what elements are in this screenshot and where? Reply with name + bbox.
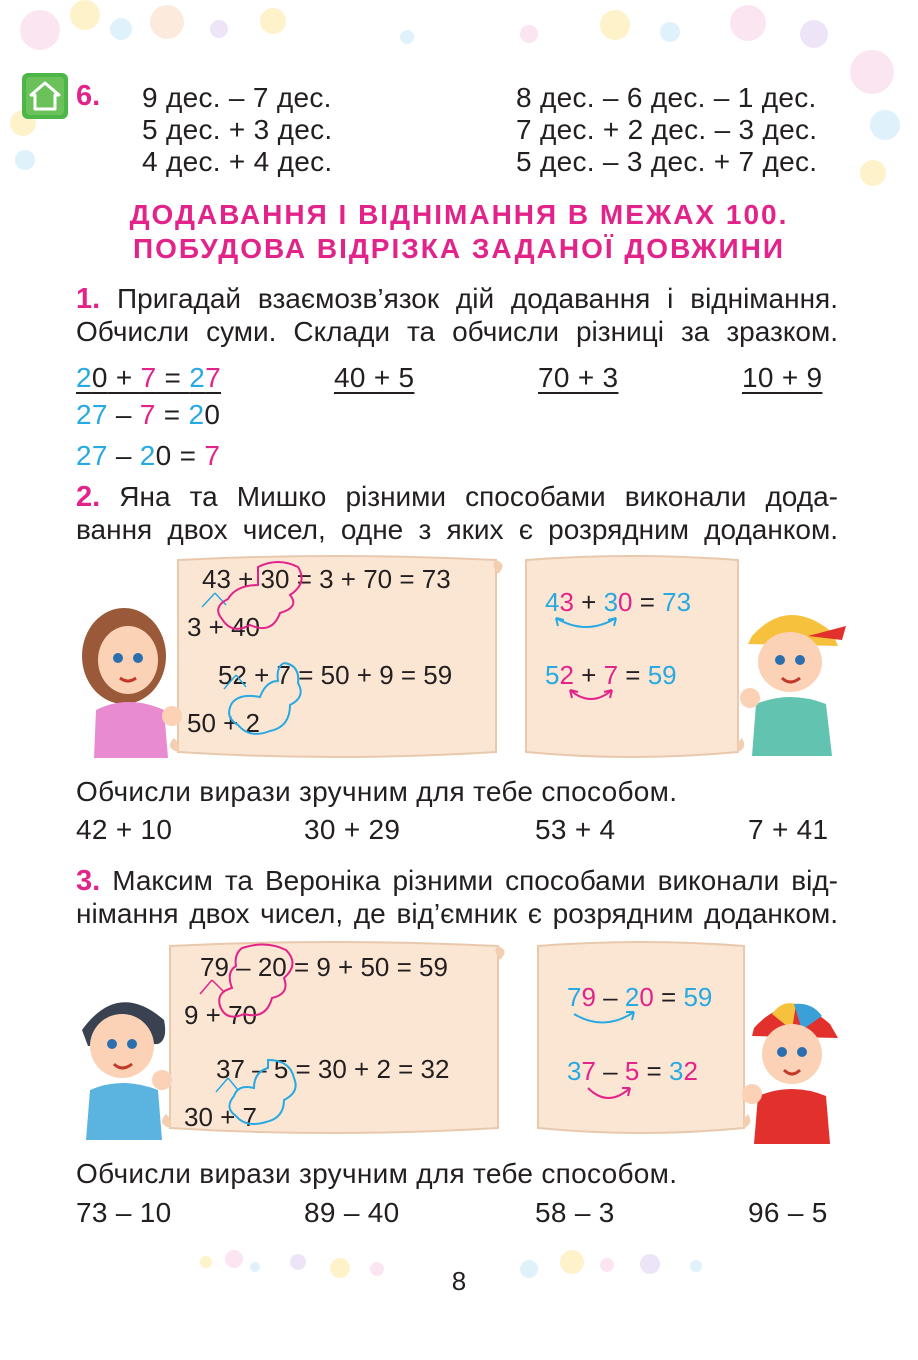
task3-scroll-right [528, 938, 754, 1138]
task1-text [76, 282, 838, 316]
task3-expr-4: 96 – 5 [748, 1197, 828, 1228]
task3-expr-1: 73 – 10 [76, 1197, 172, 1228]
task2-expr-1: 42 + 10 [76, 814, 173, 845]
homework-number: 6. [76, 80, 101, 112]
task3-line1: Максим та Вероніка різними способами виконали від- [112, 865, 839, 896]
task2-expr-3: 53 + 4 [535, 814, 616, 845]
homework-col1-line2: 5 дес. + 3 дес. [142, 114, 333, 145]
homework-col1-line3: 4 дес. + 4 дес. [142, 146, 333, 177]
task1-expr-3: 10 + 9 [742, 362, 823, 393]
task3-text [76, 864, 838, 898]
task2-right-eq2: 52 + 7 = 59 [545, 660, 677, 690]
page-number: 8 [451, 1266, 467, 1296]
task2-left-split1: 3 + 40 [187, 612, 261, 642]
task2-left-eq2: 52 + 7 = 50 + 9 = 59 [218, 660, 453, 690]
task1-text-line2: Обчисли суми. Склади та обчисли різниці за зразком. [76, 316, 838, 347]
task2-expr-4: 7 + 41 [748, 814, 829, 845]
task1-number: 1. [76, 283, 101, 315]
task3-right-arrow1 [570, 1006, 640, 1028]
task2-line1: Яна та Мишко різними способами виконали дода- [119, 481, 838, 512]
task3-right-eq2: 37 – 5 = 32 [567, 1056, 698, 1086]
veronika-girl-illustration [742, 994, 842, 1144]
task3-right-eq1: 79 – 20 = 59 [567, 982, 713, 1012]
task3-expr-3: 58 – 3 [535, 1197, 615, 1228]
maksym-boy-illustration [74, 980, 174, 1140]
task1-example-row2: 27 – 7 = 20 [76, 399, 221, 430]
task3-expr-2: 89 – 40 [304, 1197, 400, 1228]
task3-left-eq1: 79 – 20 = 9 + 50 = 59 [200, 952, 448, 982]
task2-right-arrow1 [552, 614, 622, 634]
task1-example-row3: 27 – 20 = 7 [76, 440, 221, 471]
homework-col2-line2: 7 дес. + 2 дес. – 3 дес. [516, 114, 818, 145]
task1-expr-1: 40 + 5 [334, 362, 415, 393]
task3-left-marks [176, 942, 326, 1142]
task3-left-eq2: 37 – 5 = 30 + 2 = 32 [216, 1054, 450, 1084]
homework-col1-line1: 9 дес. – 7 дес. [142, 82, 332, 113]
task3-left-split2: 30 + 7 [184, 1102, 258, 1132]
task3-number: 3. [76, 865, 101, 897]
task2-left-split2: 50 + 2 [187, 708, 261, 738]
task2-text-line2: вання двох чисел, одне з яких є розрядним доданком. [76, 514, 838, 545]
task2-scroll-right [516, 552, 746, 762]
task3-right-arrow2 [584, 1082, 634, 1104]
task3-prompt: Обчисли вирази зручним для тебе способом. [76, 1158, 678, 1189]
task3-left-split1: 9 + 70 [184, 1000, 258, 1030]
task1-line1: Пригадай взаємозв’язок дій додавання і віднімання. [117, 283, 838, 314]
task1-expr-2: 70 + 3 [538, 362, 619, 393]
task2-prompt: Обчисли вирази зручним для тебе способом. [76, 776, 678, 807]
task2-left-marks [180, 555, 330, 755]
lesson-title-line1: ДОДАВАННЯ І ВІДНІМАННЯ В МЕЖАХ 100. [129, 199, 789, 230]
task2-left-eq1: 43 + 30 = 3 + 70 = 73 [202, 564, 451, 594]
homework-col2-line3: 5 дес. – 3 дес. + 7 дес. [516, 146, 818, 177]
task2-right-eq1: 43 + 30 = 73 [545, 587, 692, 617]
task1-example-row1: 20 + 7 = 27 [76, 362, 221, 393]
task2-text [76, 480, 838, 514]
yana-girl-illustration [76, 598, 186, 758]
task2-expr-2: 30 + 29 [304, 814, 401, 845]
home-icon [22, 73, 68, 119]
task2-number: 2. [76, 481, 101, 513]
lesson-title-line2: ПОБУДОВА ВІДРІЗКА ЗАДАНОЇ ДОВЖИНИ [132, 233, 786, 264]
mishko-boy-illustration [738, 596, 848, 756]
task3-text-line2: німання двох чисел, де від’ємник є розрядним доданком. [76, 898, 838, 929]
homework-col2-line1: 8 дес. – 6 дес. – 1 дес. [516, 82, 817, 113]
task2-right-arrow2 [566, 686, 616, 706]
